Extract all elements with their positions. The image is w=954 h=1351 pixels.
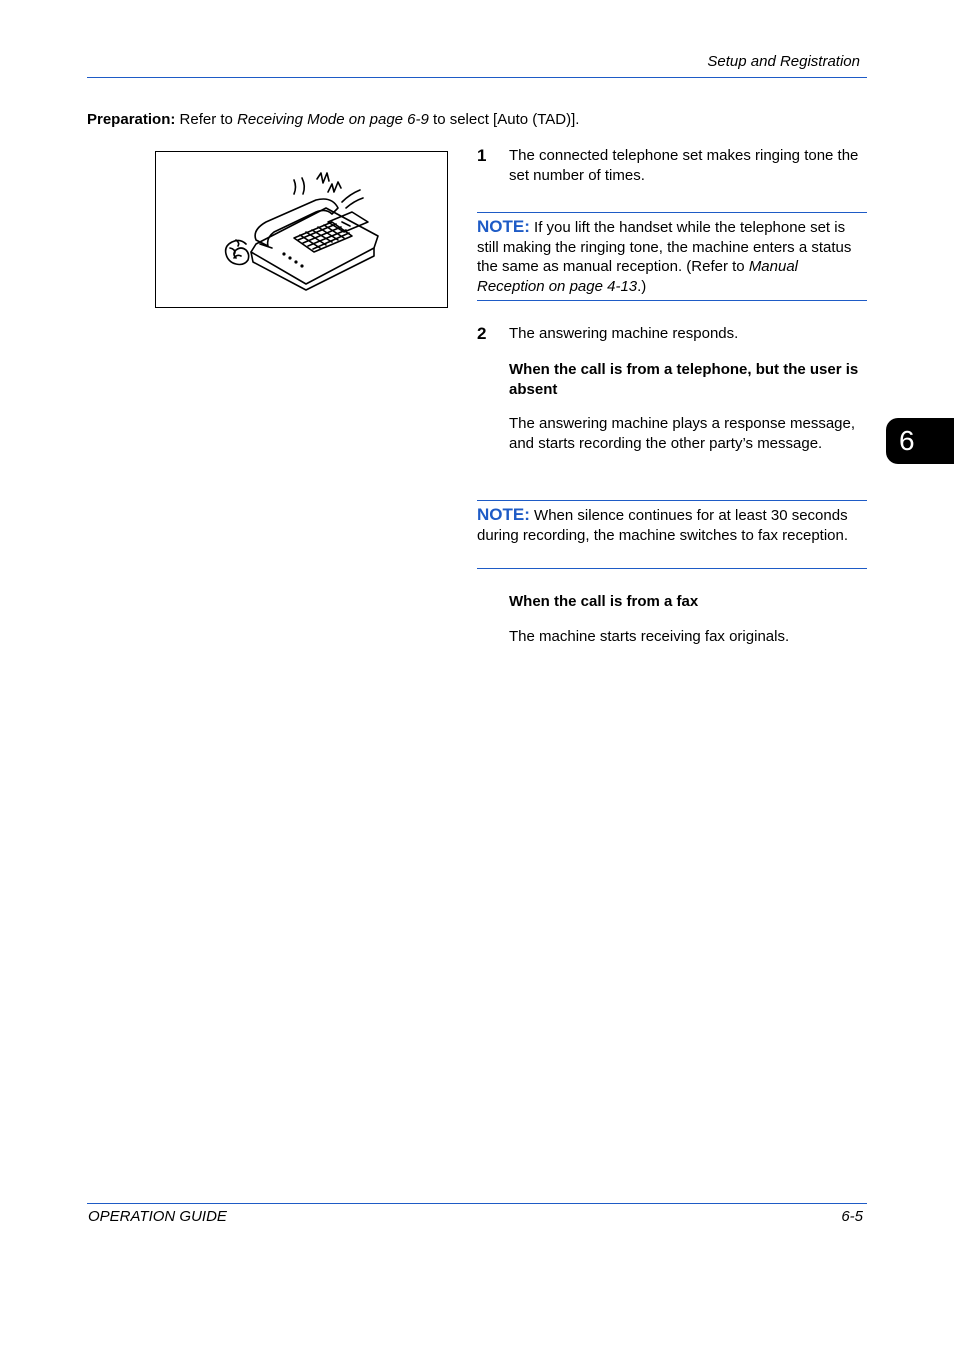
note-2-text: When silence continues for at least 30 seconds during recording, the machine switches to fax reception. [477,507,849,544]
header-rule [87,77,867,78]
footer-guide-title: OPERATION GUIDE [88,1208,227,1225]
case-fax-heading: When the call is from a fax [509,593,699,610]
running-header: Setup and Registration [707,53,860,70]
chapter-tab: 6 [886,418,954,464]
preparation-text-before: Refer to [175,111,238,128]
case-telephone-text: The answering machine plays a response message, and starts recording the other party’s message. [509,415,856,452]
preparation-line [87,111,579,128]
footer-rule [87,1203,867,1204]
preparation-text-after: to select [Auto (TAD)]. [428,111,580,128]
note-2-label: NOTE: [477,505,530,524]
ringing-telephone-icon [156,152,446,306]
preparation-label: Preparation: [87,111,176,128]
note-1-label: NOTE: [477,217,530,236]
note-1-text: If you lift the handset while the telephone set is still making the ringing tone, the machine enters a status the same as manual reception. (Refer to [477,219,852,275]
page-number: 6-5 [841,1208,863,1225]
note-1 [477,212,867,301]
case-telephone-heading: When the call is from a telephone, but the user is absent [509,361,859,398]
step-1-number: 1 [477,146,487,165]
note-1-text-after: .) [637,277,647,295]
case-fax-text: The machine starts receiving fax originals. [509,628,790,645]
preparation-reference-link[interactable]: Receiving Mode on page 6-9 [237,111,429,128]
step-1-text: The connected telephone set makes ringing tone the set number of times. [509,147,859,184]
ringing-telephone-illustration [155,151,448,308]
step-2-text: The answering machine responds. [509,325,739,342]
step-2-number: 2 [477,324,487,343]
note-1-reference-link[interactable]: Manual Reception on page 4-13 [477,258,799,295]
note-2 [477,500,867,569]
